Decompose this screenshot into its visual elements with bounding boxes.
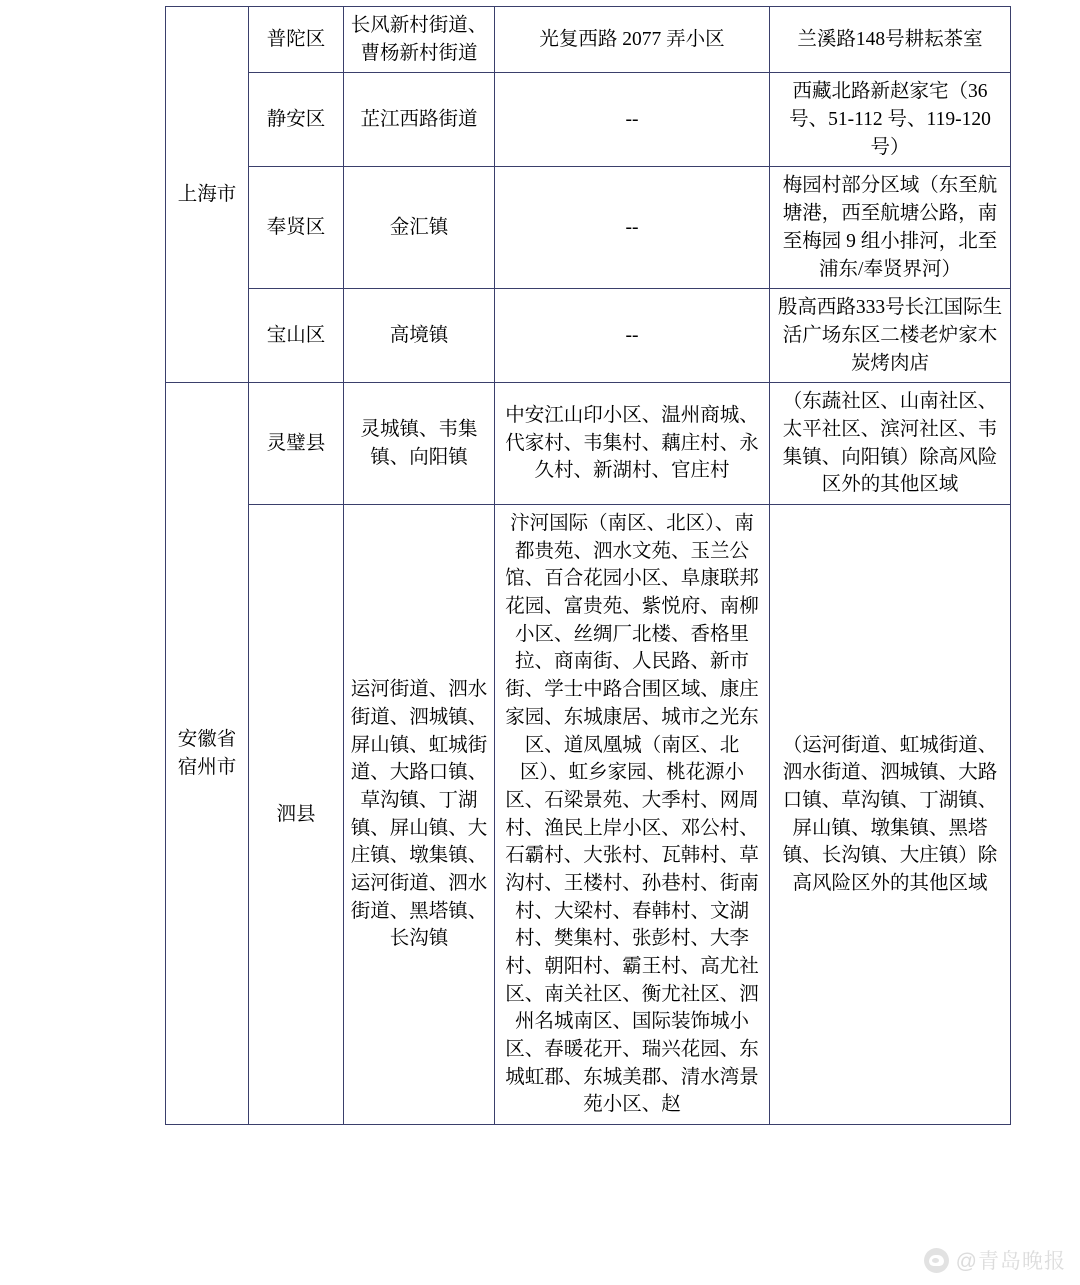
cell-district: 灵璧县: [249, 383, 344, 505]
cell-mid-risk: 兰溪路148号耕耘茶室: [770, 7, 1011, 73]
table-row: [166, 167, 1011, 289]
cell-district: 普陀区: [249, 7, 344, 73]
risk-area-table: [165, 6, 1011, 1125]
cell-street: 金汇镇: [344, 167, 495, 289]
cell-street: 运河街道、泗水街道、泗城镇、屏山镇、虹城街道、大路口镇、草沟镇、丁湖镇、屏山镇、大庄镇、墩集镇、运河街道、泗水街道、黑塔镇、长沟镇: [344, 505, 495, 1125]
cell-district: 泗县: [249, 505, 344, 1125]
cell-province: 安徽省宿州市: [166, 383, 249, 1125]
table-row: [166, 7, 1011, 73]
watermark: [924, 1245, 1066, 1275]
table-row: [166, 289, 1011, 383]
cell-district: 静安区: [249, 73, 344, 167]
cell-high-risk: 中安江山印小区、温州商城、代家村、韦集村、藕庄村、永久村、新湖村、官庄村: [495, 383, 770, 505]
cell-district: 奉贤区: [249, 167, 344, 289]
weibo-logo-icon: [924, 1248, 949, 1273]
cell-province: 上海市: [166, 7, 249, 383]
cell-street: 灵城镇、韦集镇、向阳镇: [344, 383, 495, 505]
cell-mid-risk: 西藏北路新赵家宅（36号、51-112 号、119-120 号）: [770, 73, 1011, 167]
cell-mid-risk: （东蔬社区、山南社区、太平社区、滨河社区、韦集镇、向阳镇）除高风险区外的其他区域: [770, 383, 1011, 505]
cell-high-risk: --: [495, 167, 770, 289]
cell-street: 芷江西路街道: [344, 73, 495, 167]
cell-mid-risk: 殷高西路333号长江国际生活广场东区二楼老炉家木炭烤肉店: [770, 289, 1011, 383]
table-row: [166, 505, 1011, 1125]
cell-high-risk: 光复西路 2077 弄小区: [495, 7, 770, 73]
cell-mid-risk: （运河街道、虹城街道、泗水街道、泗城镇、大路口镇、草沟镇、丁湖镇、屏山镇、墩集镇、黑塔镇、长沟镇、大庄镇）除高风险区外的其他区域: [770, 505, 1011, 1125]
cell-street: 长风新村街道、曹杨新村街道: [344, 7, 495, 73]
table-row: [166, 383, 1011, 505]
cell-mid-risk: 梅园村部分区域（东至航塘港，西至航塘公路，南至梅园 9 组小排河，北至浦东/奉贤界河）: [770, 167, 1011, 289]
watermark-text: @青岛晚报: [955, 1250, 1066, 1273]
cell-high-risk: --: [495, 73, 770, 167]
cell-district: 宝山区: [249, 289, 344, 383]
cell-high-risk: 汴河国际（南区、北区）、南都贵苑、泗水文苑、玉兰公馆、百合花园小区、阜康联邦花园、富贵苑、紫悦府、南柳小区、丝绸厂北楼、香格里拉、商南街、人民路、新市街、学士中路合围区域、康庄家园、东城康居、城市之光东区、道凤凰城（南区、北区）、虹乡家园、桃花源小区、石梁景苑、大季村、网周村、渔民上岸小区、邓公村、石霸村、大张村、瓦韩村、草沟村、王楼村、孙巷村、街南村、大梁村、春韩村、文湖村、樊集村、张彭村、大李村、朝阳村、霸王村、高尤社区、南关社区、衡尤社区、泗州名城南区、国际装饰城小区、春暖花开、瑞兴花园、东城虹郡、东城美郡、清水湾景苑小区、赵: [495, 505, 770, 1125]
table-row: [166, 73, 1011, 167]
cell-street: 高境镇: [344, 289, 495, 383]
cell-high-risk: --: [495, 289, 770, 383]
